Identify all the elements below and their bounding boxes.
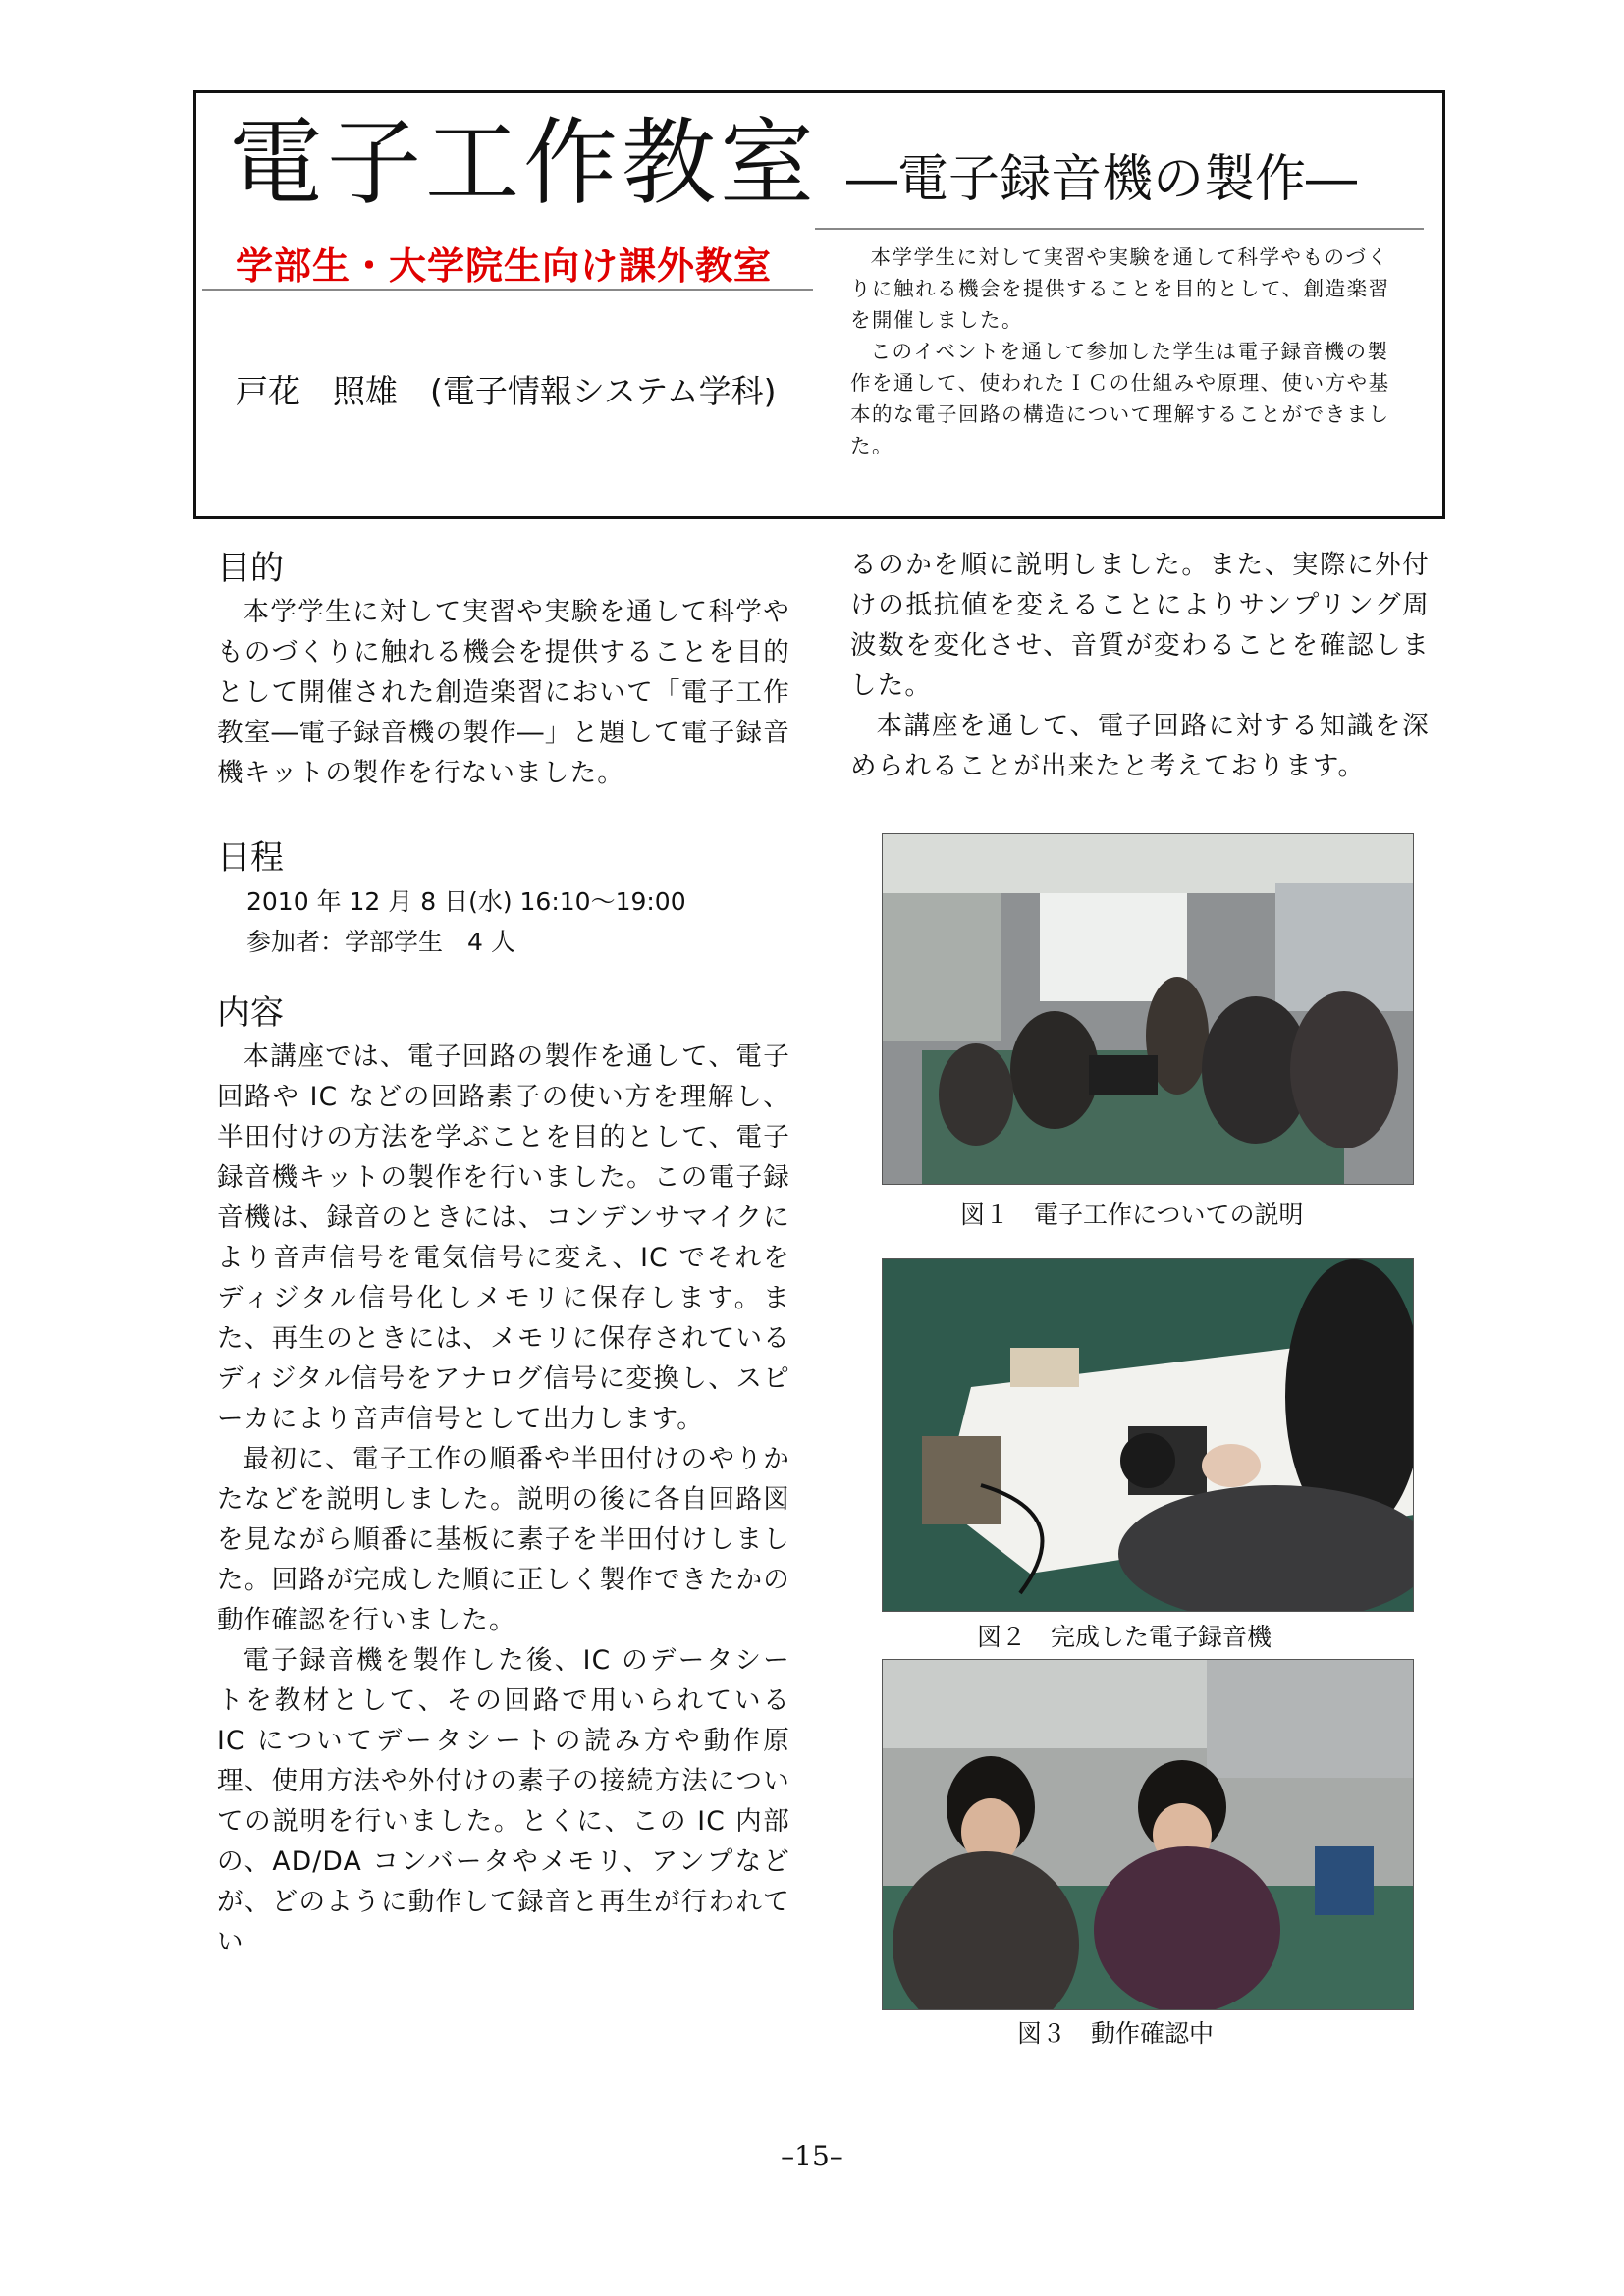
figure-1-caption: 図１ 電子工作についての説明: [960, 1201, 1304, 1229]
recorder-photo: [883, 1259, 1414, 1612]
abstract-paragraph: このイベントを通して参加した学生は電子録音機の製作を通して、使われたＩＣの仕組みや原理、使い方や基本的な電子回路の構造について理解することができました。: [850, 340, 1390, 457]
figure-2-photo: [882, 1258, 1414, 1612]
figure-3-caption: 図３ 動作確認中: [1017, 2019, 1215, 2048]
abstract-paragraph: 本学学生に対して実習や実験を通して科学やものづくりに触れる機会を提供することを目的として、創造楽習を開催しました。: [850, 245, 1390, 332]
left-column: [217, 545, 790, 1962]
operation-check-photo: [883, 1660, 1414, 2010]
content-paragraph-continued: るのかを順に説明しました。また、実際に外付けの抵抗値を変えることによりサンプリング周波数を変化させ、音質が変わることを確認しました。: [850, 550, 1430, 701]
right-column: [850, 545, 1430, 786]
subtitle-rule: [815, 228, 1424, 230]
figure-2-caption: 図２ 完成した電子録音機: [977, 1623, 1272, 1651]
page-number: –15–: [781, 2140, 843, 2172]
purpose-paragraph: 本学学生に対して実習や実験を通して科学やものづくりに触れる機会を提供することを目的として開催された創造楽習において「電子工作教室―電子録音機の製作―」と題して電子録音機キットの製作を行ないました。: [217, 597, 790, 788]
section-heading-purpose: 目的: [217, 549, 284, 588]
author-line: 戸花 照雄 (電子情報システム学科): [236, 372, 777, 410]
article-title: 電子工作教室: [229, 108, 818, 218]
schedule-participants: 参加者：学部学生 4 人: [246, 928, 515, 956]
abstract: [850, 241, 1400, 461]
classroom-photo: [883, 834, 1414, 1185]
figure-3-photo: [882, 1659, 1414, 2010]
section-heading-schedule: 日程: [217, 838, 284, 878]
content-paragraph: 本講座を通して、電子回路に対する知識を深められることが出来たと考えております。: [850, 711, 1430, 781]
content-paragraph: 本講座では、電子回路の製作を通して、電子回路や IC などの回路素子の使い方を理解し、半田付けの方法を学ぶことを目的として、電子録音機キットの製作を行いました。この電子録音機は、録音のときには、コンデンサマイクにより音声信号を電気信号に変え、IC でそれをディジタル信号化しメモリに保存します。また、再生のときには、メモリに保存されているディジタル信号をアナログ信号に変換し、スピーカにより音声信号として出力します。: [217, 1041, 790, 1434]
figure-1-photo: [882, 833, 1414, 1185]
article-subtitle: ―電子録音機の製作―: [846, 150, 1358, 209]
audience-rule: [202, 289, 813, 291]
audience-label: 学部生・大学院生向け課外教室: [236, 244, 773, 288]
content-paragraph: 最初に、電子工作の順番や半田付けのやりかたなどを説明しました。説明の後に各自回路図を見ながら順番に基板に素子を半田付けしました。回路が完成した順に正しく製作できたかの動作確認を行いました。: [217, 1444, 790, 1635]
schedule-date: 2010 年 12 月 8 日(水) 16:10～19:00: [246, 887, 686, 916]
section-heading-content: 内容: [217, 993, 284, 1033]
content-paragraph: 電子録音機を製作した後、IC のデータシートを教材として、その回路で用いられている IC についてデータシートの読み方や動作原理、使用方法や外付けの素子の接続方法についての説明を行いました。とくに、この IC 内部の、AD/DA コンバータやメモリ、アンプなどが、どのように動作して録音と再生が行われてい: [217, 1645, 790, 1957]
